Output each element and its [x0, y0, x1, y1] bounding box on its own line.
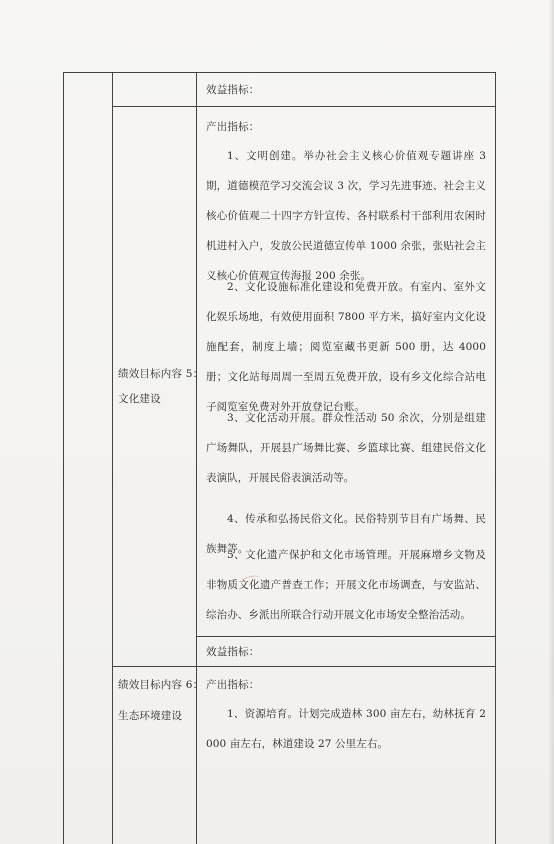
table-row-divider: [112, 666, 495, 667]
table-row-divider: [112, 106, 495, 107]
benefit-indicator-header-2: 效益指标：: [206, 646, 260, 658]
paragraph-resource-cultivation: 1、资源培育。计划完成造林 300 亩左右，幼林抚育 2000 亩左右，林道建设 27 公里左右。: [206, 708, 486, 750]
goal-5-label: 绩效目标内容 5：: [118, 368, 204, 380]
paragraph-cultural-activities: 3、文化活动开展。群众性活动 50 余次，分别是组建广场舞队，开展县广场舞比赛、乡篮球比赛、组建民俗文化表演队，开展民俗表演活动等。: [206, 412, 486, 484]
output-indicator-header-2: 产出指标：: [206, 679, 260, 691]
paragraph-cultural-facilities: 2、文化设施标准化建设和免费开放。有室内、室外文化娱乐场地，有效使用面积 7800 平方米，搞好室内文化设施配套，制度上墙；阅览室藏书更新 500 册，达 4000 册；文化站每周周一至周五免费开放，设有乡文化综合站电子阅览室免费对外开放登记台账。: [206, 281, 486, 413]
page-edge-shadow: [548, 0, 554, 844]
table-column-divider: [112, 73, 113, 844]
goal-6-label: 绩效目标内容 6：: [118, 679, 204, 691]
paragraph-heritage-protection: 5、文化遗产保护和文化市场管理。开展麻增乡文物及非物质文化遗产普查工作；开展文化市场调查，与安监站、综治办、乡派出所联合行动开展文化市场安全整治活动。: [206, 549, 486, 621]
goal-6-title: 生态环境建设: [118, 710, 183, 722]
goal-5-title: 文化建设: [118, 393, 161, 405]
performance-goals-table: [63, 72, 496, 844]
benefit-indicator-header: 效益指标：: [206, 84, 260, 96]
paragraph-folk-culture: 4、传承和弘扬民俗文化。民俗特别节目有广场舞、民族舞等。: [206, 513, 486, 555]
table-column-divider: [196, 73, 197, 844]
paragraph-civilization-creation: 1、文明创建。举办社会主义核心价值观专题讲座 3 期，道德模范学习交流会议 3 次，学习先进事迹、社会主义核心价值观二十四字方针宣传、各村联系村干部利用农闲时机进村入户，发放公民道德宣传单 1000 余张，张贴社会主义核心价值观宣传海报 200 余张。: [206, 150, 486, 282]
table-row-divider: [196, 636, 495, 637]
output-indicator-header: 产出指标：: [206, 121, 260, 133]
